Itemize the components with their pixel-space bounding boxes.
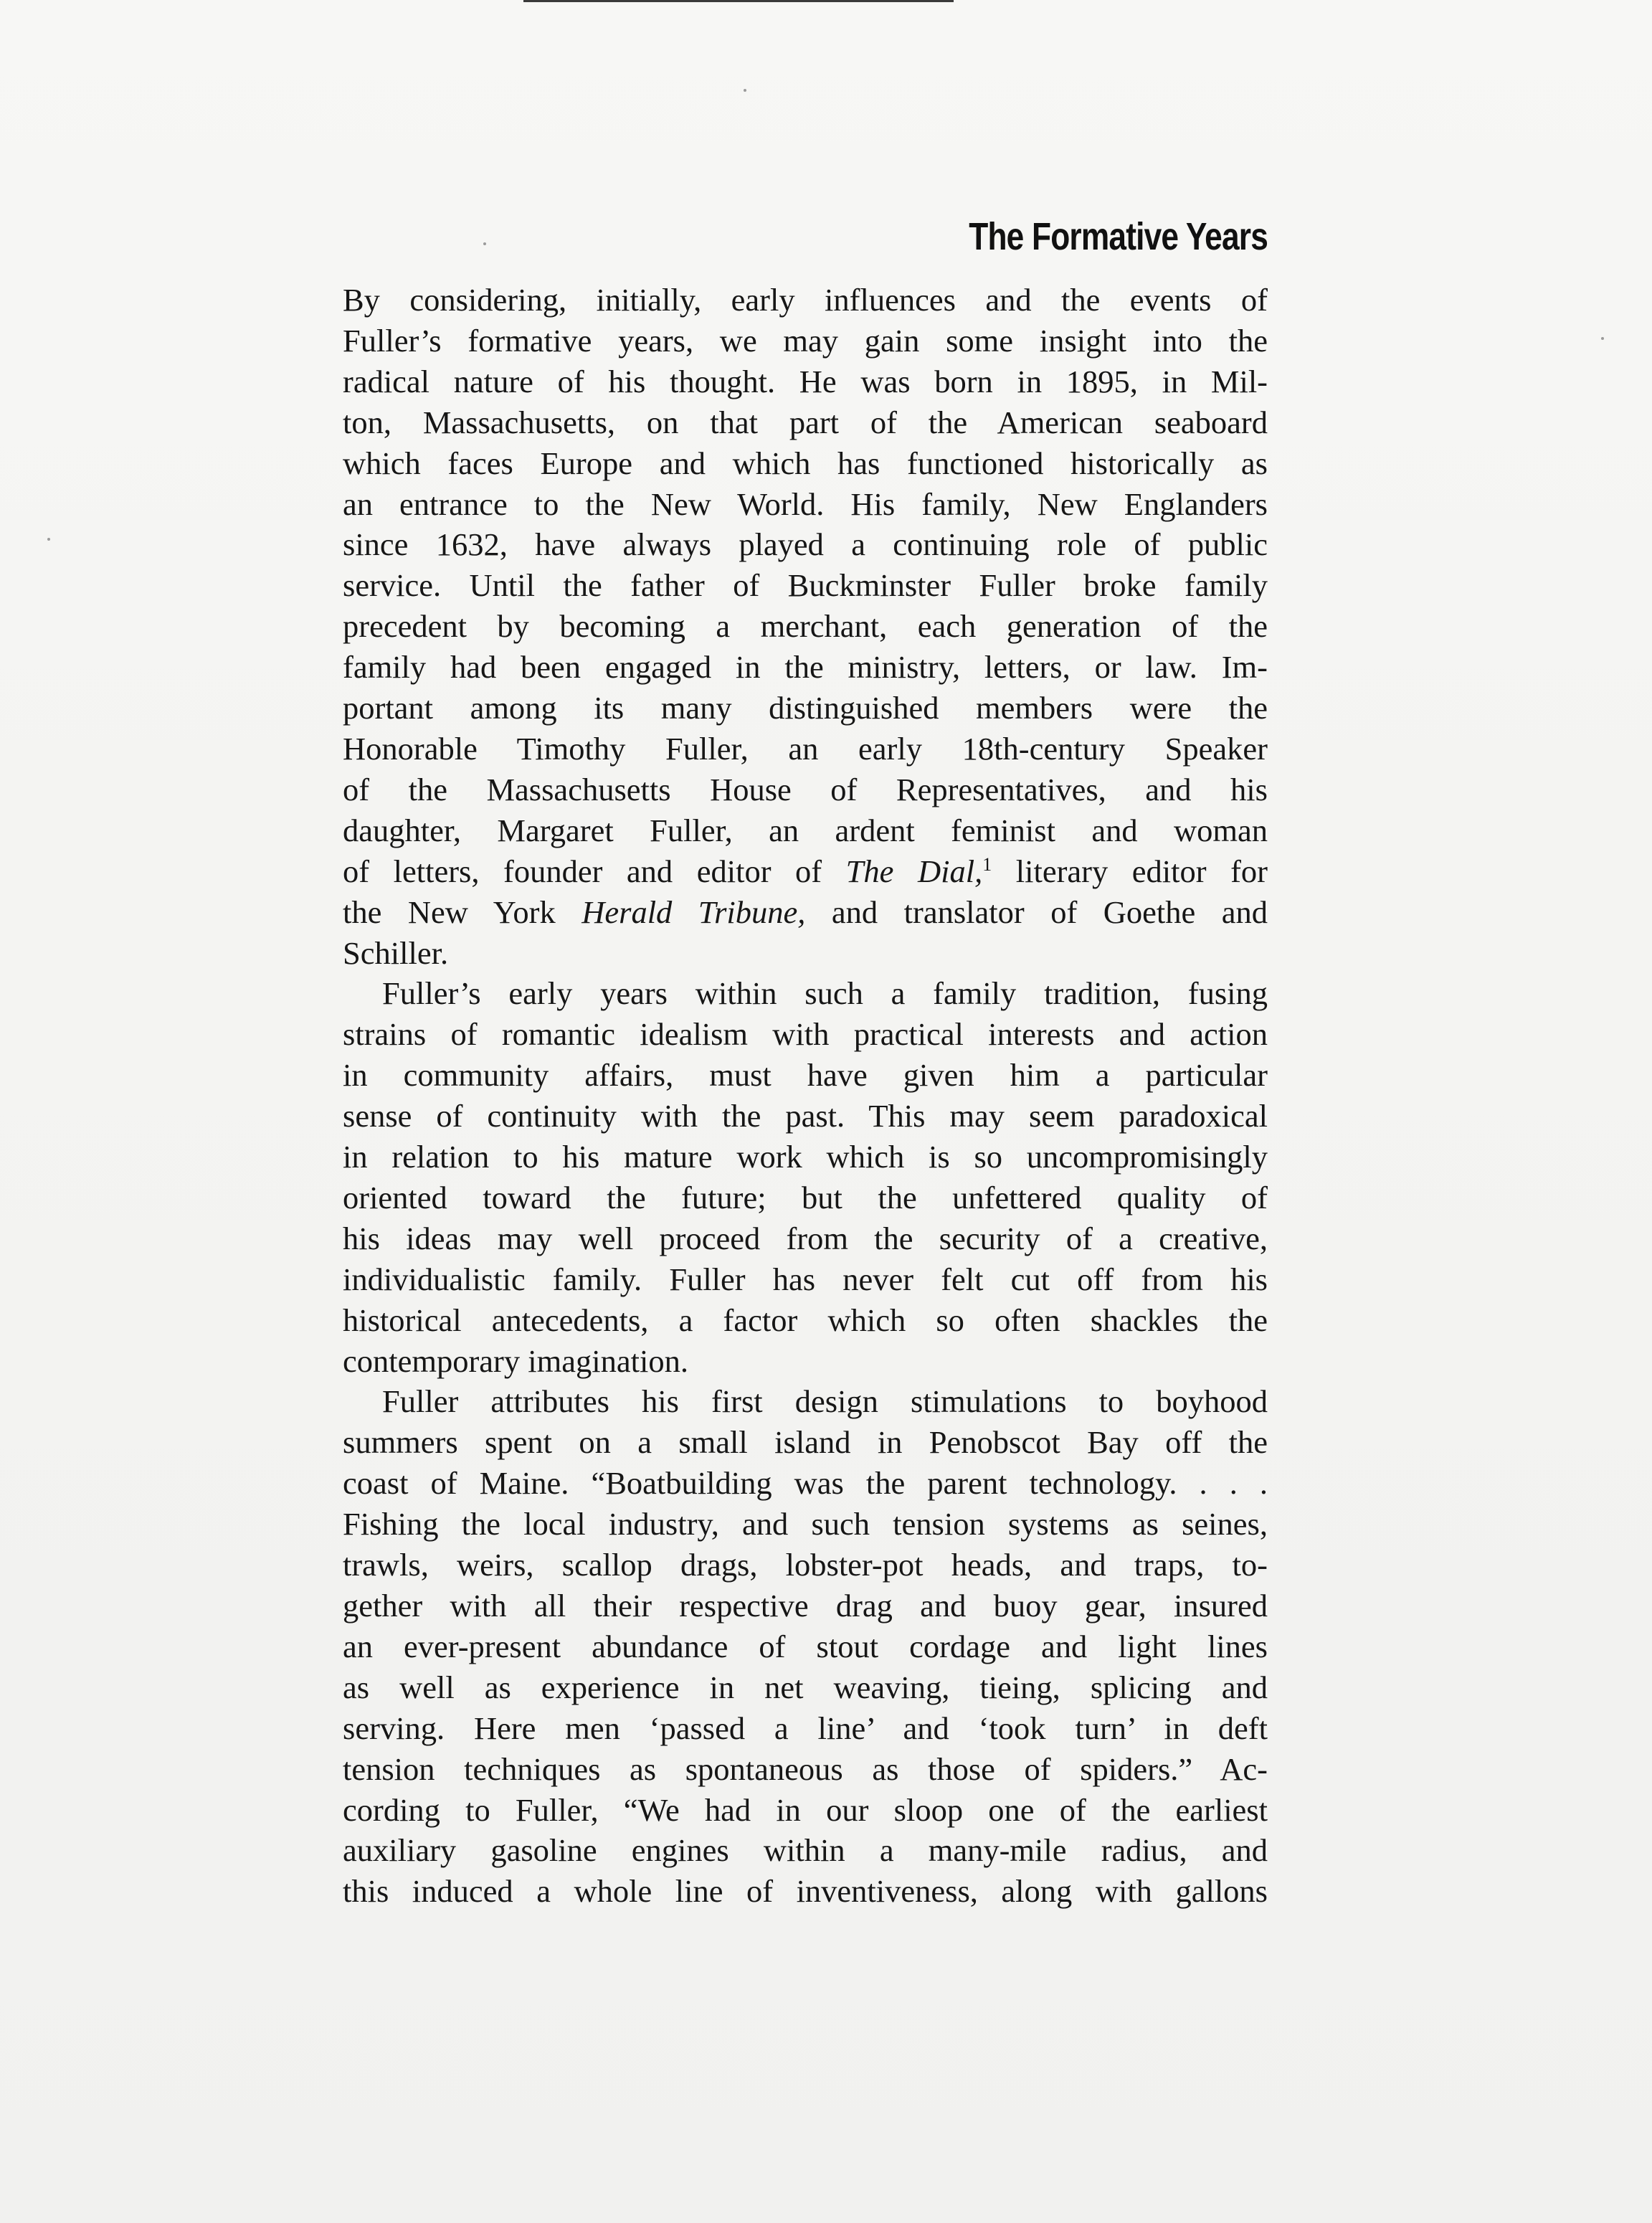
text-line: Fuller’s early years within such a family tradition, fusing [382,975,1268,1012]
text-line: as well as experience in net weaving, tieing, splicing and [343,1669,1268,1705]
text-line: ton, Massachusetts, on that part of the American seaboard [343,404,1268,440]
text-run: the New York [343,894,582,930]
text-line: cording to Fuller, “We had in our sloop one of the earliest [343,1791,1268,1828]
text-line: this induced a whole line of inventiveness, along with gallons [343,1873,1268,1910]
text-line: precedent by becoming a merchant, each generation of the [343,608,1268,645]
text-line: since 1632, have always played a continuing role of public [343,526,1268,563]
scan-speck [1601,337,1604,340]
text-line: which faces Europe and which has functioned historically as [343,445,1268,481]
book-page [343,215,1268,1979]
text-line: By considering, initially, early influences and the events of [343,282,1268,318]
text-line: radical nature of his thought. He was born in 1895, in Mil- [343,363,1268,399]
footnote-marker: 1 [982,853,992,875]
text-line: his ideas may well proceed from the security of a creative, [343,1220,1268,1256]
text-line: sense of continuity with the past. This may seem paradoxical [343,1098,1268,1134]
text-line: individualistic family. Fuller has never felt cut off from his [343,1261,1268,1297]
top-edge-shadow [523,0,954,2]
text-line [343,892,1268,933]
scan-speck [47,538,50,541]
text-run: and translator of Goethe and [805,894,1268,930]
text-line: Fuller attributes his first design stimulations to boyhood [382,1383,1268,1420]
periodical-title-herald-tribune: Herald Tribune, [581,894,806,930]
running-head: The Formative Years [969,215,1268,258]
text-line: Honorable Timothy Fuller, an early 18th-century Speaker [343,730,1268,767]
paragraph-3 [343,1381,1268,1912]
text-run: literary editor for [992,853,1268,889]
text-run: of letters, founder and editor of [343,853,846,889]
text-line: trawls, weirs, scallop drags, lobster-pot heads, and traps, to- [343,1547,1268,1583]
text-line: daughter, Margaret Fuller, an ardent feminist and woman [343,812,1268,848]
text-line: summers spent on a small island in Penobscot Bay off the [343,1424,1268,1461]
text-line: Schiller. [343,934,449,971]
text-line: strains of romantic idealism with practical interests and action [343,1016,1268,1053]
text-line: auxiliary gasoline engines within a many-mile radius, and [343,1832,1268,1869]
text-line: of the Massachusetts House of Representatives, and his [343,771,1268,807]
text-line: Fishing the local industry, and such tension systems as seines, [343,1506,1268,1542]
text-line: serving. Here men ‘passed a line’ and ‘took turn’ in deft [343,1710,1268,1746]
text-line: contemporary imagination. [343,1342,688,1379]
text-line: coast of Maine. “Boatbuilding was the parent technology. . . . [343,1465,1268,1502]
body-text [343,280,1268,1912]
text-line: an entrance to the New World. His family, New Englanders [343,485,1268,522]
text-line: portant among its many distinguished members were the [343,690,1268,726]
text-line: in community affairs, must have given him a particular [343,1057,1268,1094]
text-line: oriented toward the future; but the unfettered quality of [343,1179,1268,1215]
text-line: family had been engaged in the ministry, letters, or law. Im- [343,649,1268,686]
paragraph-1 [343,280,1268,973]
text-line [343,851,1268,892]
text-line: Fuller’s formative years, we may gain some insight into the [343,322,1268,359]
periodical-title-the-dial: The Dial, [845,853,983,889]
text-line: tension techniques as spontaneous as those of spiders.” Ac- [343,1750,1268,1787]
text-line: historical antecedents, a factor which so often shackles the [343,1302,1268,1338]
scan-speck [744,89,746,92]
text-line: an ever-present abundance of stout cordage and light lines [343,1628,1268,1664]
text-line: service. Until the father of Buckminster Fuller broke family [343,567,1268,604]
text-line: in relation to his mature work which is so uncompromisingly [343,1139,1268,1175]
text-line: gether with all their respective drag and buoy gear, insured [343,1588,1268,1624]
paragraph-2 [343,973,1268,1381]
